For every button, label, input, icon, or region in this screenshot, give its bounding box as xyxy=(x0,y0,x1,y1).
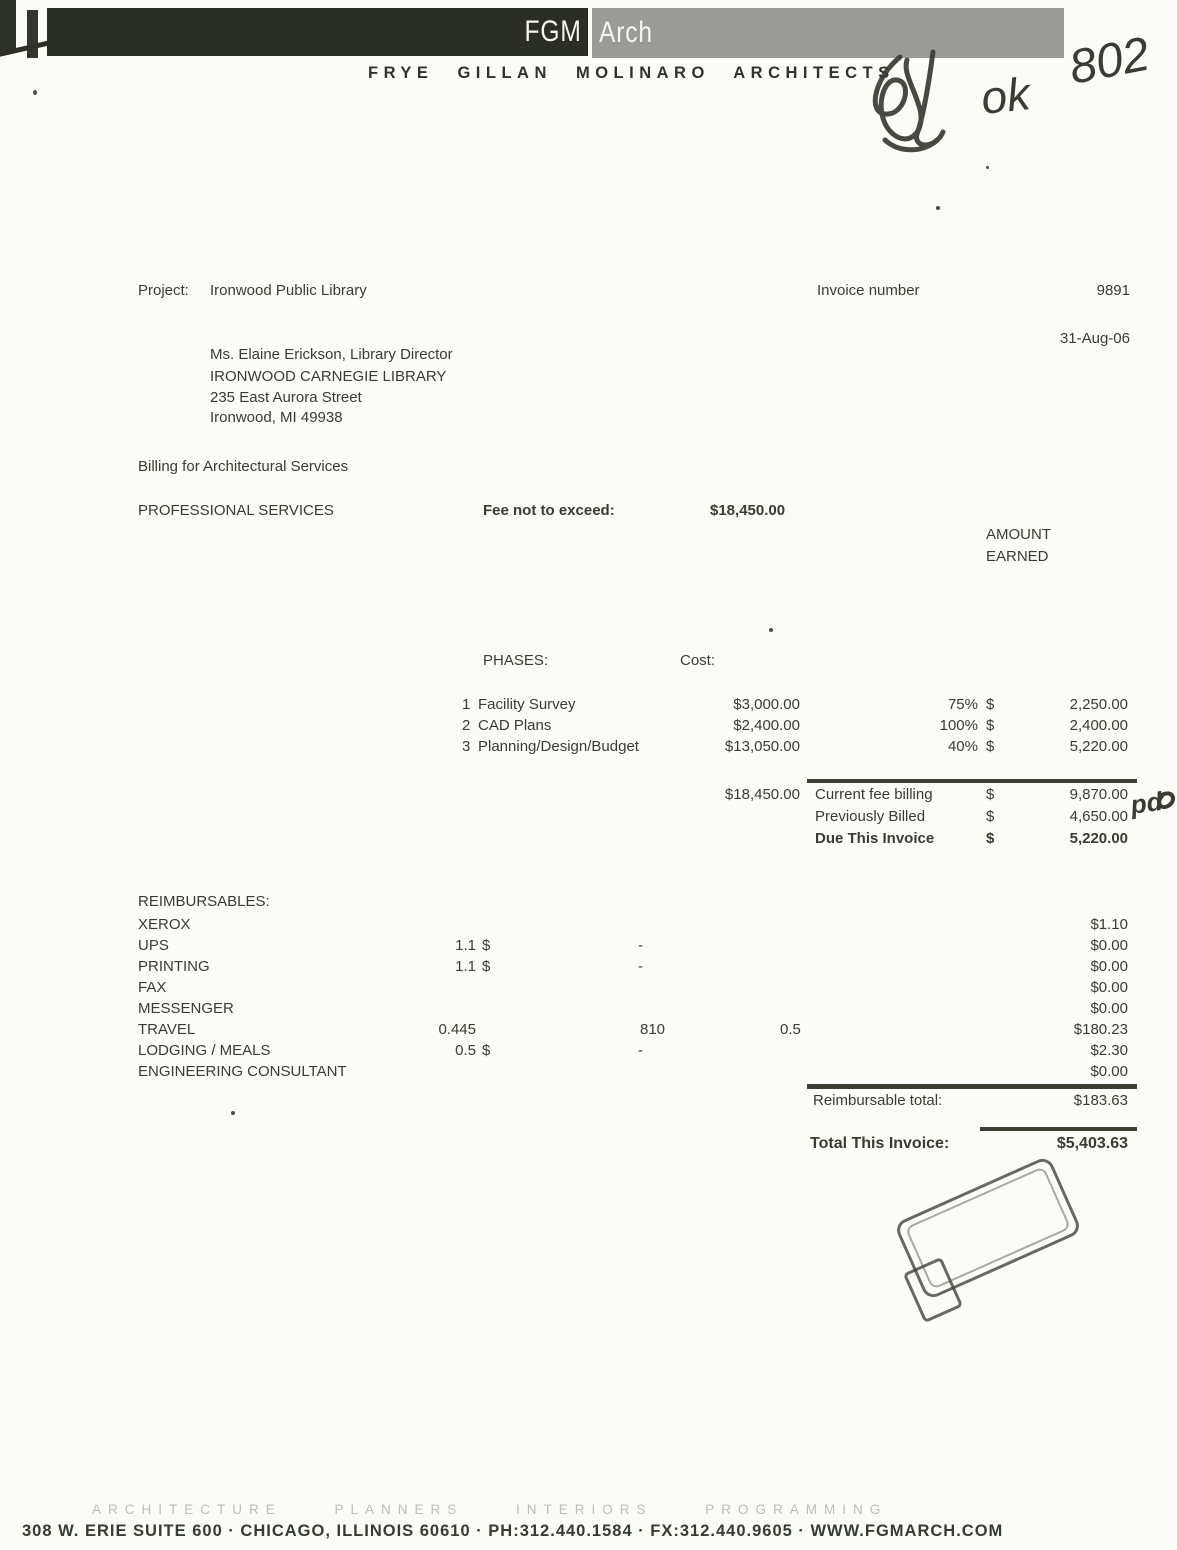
footer-tagline: ARCHITECTURE PLANNERS INTERIORS PROGRAMMING xyxy=(92,1502,888,1517)
reimb-amount: $0.00 xyxy=(1090,1063,1128,1080)
total-label: Total This Invoice: xyxy=(810,1135,950,1152)
phase-cost: $2,400.00 xyxy=(733,717,800,734)
fee-value: $18,450.00 xyxy=(710,502,786,519)
dollar-sign: $ xyxy=(986,830,995,847)
reimbursable-row xyxy=(0,1021,1177,1042)
reimb-name: FAX xyxy=(138,979,167,996)
phases-total-cost: $18,450.00 xyxy=(724,786,800,803)
number-802: 802 xyxy=(1064,27,1154,95)
reimb-name: TRAVEL xyxy=(138,1021,196,1038)
phase-earned: 2,250.00 xyxy=(1069,696,1128,713)
dollar-sign: $ xyxy=(986,786,995,803)
phase-row xyxy=(0,717,1177,738)
logo-arch: Arch xyxy=(599,16,653,49)
total-rule xyxy=(980,1127,1137,1131)
dollar-sign: $ xyxy=(482,958,491,975)
summary-value: 4,650.00 xyxy=(1069,808,1128,825)
reimb-qty: 0.5 xyxy=(455,1042,476,1059)
invoice-number: 9891 xyxy=(1096,282,1130,299)
project-label: Project: xyxy=(138,282,189,299)
reimbursable-row xyxy=(0,958,1177,979)
reimb-amount: $0.00 xyxy=(1090,937,1128,954)
recipient-org: IRONWOOD CARNEGIE LIBRARY xyxy=(210,368,447,385)
reimb-mid: - xyxy=(638,958,643,975)
services-title: PROFESSIONAL SERVICES xyxy=(138,502,334,519)
recipient-street: 235 East Aurora Street xyxy=(210,389,362,406)
project-name: Ironwood Public Library xyxy=(210,282,367,299)
scan-speck xyxy=(986,166,989,169)
reimb-mid: 810 xyxy=(640,1021,666,1038)
reimb-name: UPS xyxy=(138,937,169,954)
cost-header: Cost: xyxy=(680,652,716,669)
ok-mark: ok xyxy=(978,67,1033,124)
phase-cost: $3,000.00 xyxy=(733,696,800,713)
dollar-sign: $ xyxy=(482,937,491,954)
reimbursable-total-label: Reimbursable total: xyxy=(813,1092,943,1109)
reimbursable-rule xyxy=(807,1084,1137,1089)
logo-fgm: FGM xyxy=(524,15,582,48)
phases-header: PHASES: xyxy=(483,652,549,669)
paid-mark: pd xyxy=(1128,785,1165,820)
reimbursable-row xyxy=(0,1000,1177,1021)
dollar-sign: $ xyxy=(986,738,995,755)
phase-earned: 2,400.00 xyxy=(1069,717,1128,734)
reimbursable-total-value: $183.63 xyxy=(1073,1092,1128,1109)
phase-name: Facility Survey xyxy=(478,696,576,713)
summary-label: Previously Billed xyxy=(815,808,926,825)
amount-earned-header: EARNED xyxy=(986,548,1049,565)
billing-note: Billing for Architectural Services xyxy=(138,458,349,475)
signature-scribble xyxy=(885,140,937,150)
reimb-extra: 0.5 xyxy=(780,1021,801,1038)
reimb-qty: 0.445 xyxy=(438,1021,476,1038)
reimb-mid: - xyxy=(638,1042,643,1059)
fee-label: Fee not to exceed: xyxy=(483,502,615,519)
amount-earned-header: AMOUNT xyxy=(986,526,1051,543)
phase-row xyxy=(0,738,1177,759)
reimb-name: ENGINEERING CONSULTANT xyxy=(138,1063,347,1080)
reimb-amount: $180.23 xyxy=(1073,1021,1128,1038)
firm-name: FRYE GILLAN MOLINARO ARCHITECTS xyxy=(368,64,895,82)
reimb-mid: - xyxy=(638,937,643,954)
summary-value: 9,870.00 xyxy=(1069,786,1128,803)
reimbursables-title: REIMBURSABLES: xyxy=(138,893,270,910)
phase-num: 1 xyxy=(462,696,471,713)
reimbursable-row xyxy=(0,1042,1177,1063)
reimbursable-row xyxy=(0,937,1177,958)
summary-value: 5,220.00 xyxy=(1069,830,1128,847)
phase-num: 2 xyxy=(462,717,471,734)
scan-artifact-bar xyxy=(27,10,38,58)
reimb-name: MESSENGER xyxy=(138,1000,234,1017)
reimb-name: LODGING / MEALS xyxy=(138,1042,271,1059)
phase-percent: 40% xyxy=(947,738,978,755)
paid-annotation xyxy=(1126,786,1177,836)
dollar-sign: $ xyxy=(986,717,995,734)
dollar-sign: $ xyxy=(482,1042,491,1059)
phase-percent: 75% xyxy=(947,696,978,713)
paid-scribble xyxy=(1159,793,1173,807)
reimb-amount: $0.00 xyxy=(1090,979,1128,996)
recipient-name: Ms. Elaine Erickson, Library Director xyxy=(210,346,453,363)
phase-name: Planning/Design/Budget xyxy=(478,738,639,755)
dollar-sign: $ xyxy=(986,808,995,825)
reimb-name: PRINTING xyxy=(138,958,210,975)
invoice-date: 31-Aug-06 xyxy=(1059,330,1130,347)
phase-earned: 5,220.00 xyxy=(1069,738,1128,755)
summary-top-rule xyxy=(807,779,1137,783)
phase-num: 3 xyxy=(462,738,471,755)
reimb-amount: $0.00 xyxy=(1090,958,1128,975)
reimbursable-row xyxy=(0,1063,1177,1084)
signature-scribble xyxy=(917,52,943,145)
dollar-sign: $ xyxy=(986,696,995,713)
signature-scribble xyxy=(875,57,921,139)
phase-percent: 100% xyxy=(939,717,978,734)
reimbursable-row xyxy=(0,916,1177,937)
scan-artifact-bar xyxy=(0,0,16,52)
reimb-name: XEROX xyxy=(138,916,191,933)
handwritten-approval xyxy=(855,22,1170,152)
total-value: $5,403.63 xyxy=(1056,1135,1128,1152)
summary-label: Current fee billing xyxy=(815,786,933,803)
reimb-amount: $2.30 xyxy=(1090,1042,1128,1059)
phase-cost: $13,050.00 xyxy=(724,738,800,755)
footer-address: 308 W. ERIE SUITE 600 · CHICAGO, ILLINOIS 60610 · PH:312.440.1584 · FX:312.440.9605 · WWW.FGMARCH.COM xyxy=(22,1522,1004,1540)
reimb-qty: 1.1 xyxy=(455,958,476,975)
invoice-number-label: Invoice number xyxy=(817,282,920,299)
phase-name: CAD Plans xyxy=(478,717,552,734)
recipient-city: Ironwood, MI 49938 xyxy=(210,409,343,426)
reimbursable-row xyxy=(0,979,1177,1000)
reimb-qty: 1.1 xyxy=(455,937,476,954)
scan-speck xyxy=(33,90,37,95)
scan-speck xyxy=(769,628,773,632)
reimb-amount: $1.10 xyxy=(1090,916,1128,933)
phase-row xyxy=(0,696,1177,717)
logo-band-dark xyxy=(47,8,588,56)
summary-label: Due This Invoice xyxy=(815,830,935,847)
scan-speck xyxy=(936,206,940,210)
reimb-amount: $0.00 xyxy=(1090,1000,1128,1017)
